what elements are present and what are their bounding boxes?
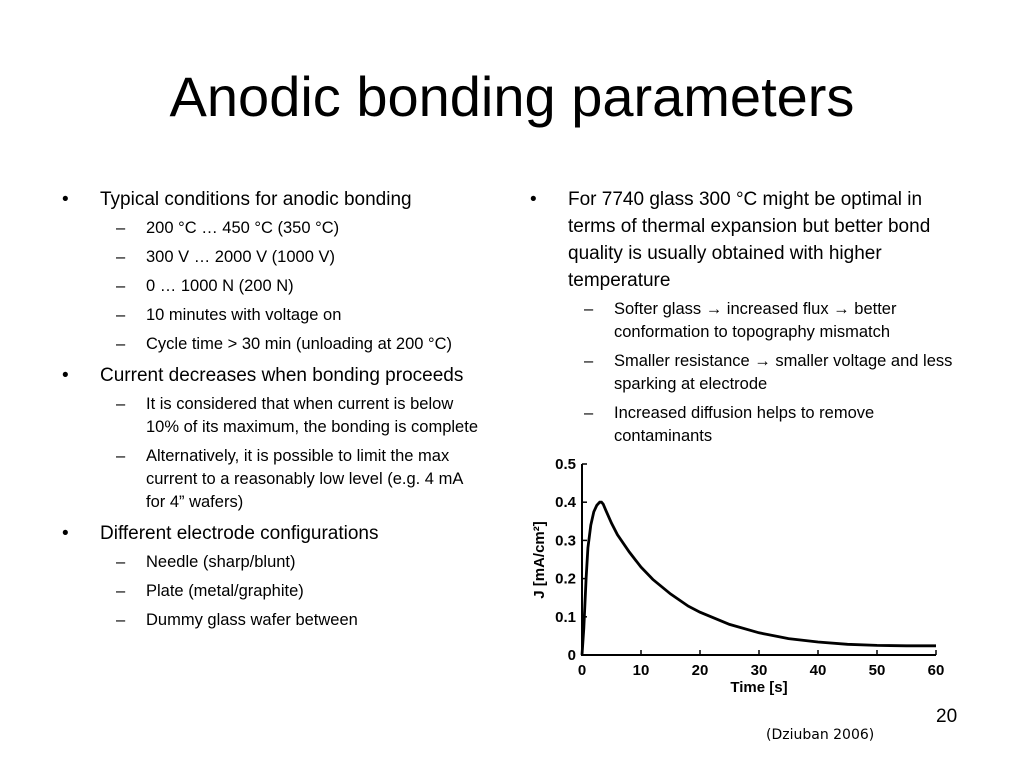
- bullet-item: [528, 186, 958, 448]
- x-tick-label: 40: [809, 662, 827, 679]
- y-tick-label: 0.2: [555, 570, 576, 588]
- page-number: 20: [936, 706, 958, 727]
- dash-icon: –: [116, 553, 126, 571]
- x-tick-label: 50: [868, 662, 886, 679]
- sub-bullet-item: [100, 275, 480, 298]
- dash-icon: –: [116, 219, 126, 237]
- dash-icon: –: [116, 306, 126, 324]
- dash-icon: –: [584, 404, 594, 422]
- sub-bullet-list: [100, 393, 480, 514]
- dash-icon: –: [116, 447, 126, 465]
- sub-bullet-text: It is considered that when current is below 10% of its maximum, the bonding is complete: [146, 395, 478, 436]
- x-tick-label: 60: [927, 662, 945, 679]
- dash-icon: –: [116, 611, 126, 629]
- sub-bullet-item: [100, 333, 480, 356]
- x-tick-label: 0: [577, 662, 587, 679]
- citation: (Dziuban 2006): [766, 727, 875, 743]
- slide-title: Anodic bonding parameters: [169, 65, 855, 128]
- sub-bullet-text: Plate (metal/graphite): [146, 582, 304, 600]
- dash-icon: –: [116, 248, 126, 266]
- sub-bullet-text: 10 minutes with voltage on: [146, 306, 342, 324]
- x-tick-label: 30: [750, 662, 768, 679]
- sub-bullet-item: [100, 580, 480, 603]
- dash-icon: –: [584, 352, 594, 370]
- dash-icon: –: [116, 582, 126, 600]
- sub-bullet-text: Smaller resistance → smaller voltage and less sparking at electrode: [614, 352, 953, 393]
- bullet-item: [60, 520, 480, 632]
- sub-bullet-item: [100, 551, 480, 574]
- bullet-text: Typical conditions for anodic bonding: [100, 189, 412, 210]
- sub-bullet-text: 0 … 1000 N (200 N): [146, 277, 294, 295]
- bullet-item: [60, 186, 480, 356]
- dash-icon: –: [584, 300, 594, 318]
- left-column: [60, 186, 480, 638]
- current-density-chart: [520, 452, 960, 702]
- bullet-list: [60, 186, 480, 632]
- x-tick-label: 20: [691, 662, 709, 679]
- sub-bullet-item: [100, 609, 480, 632]
- bullet-icon: •: [62, 365, 69, 386]
- y-tick-label: 0: [567, 647, 576, 664]
- bullet-icon: •: [62, 189, 69, 210]
- sub-bullet-item: [100, 304, 480, 327]
- sub-bullet-item: [100, 217, 480, 240]
- sub-bullet-text: Alternatively, it is possible to limit the max current to a reasonably low level (e.g. 4 mA for 4” wafers): [146, 447, 463, 511]
- sub-bullet-item: [100, 393, 480, 439]
- current-density-line: [582, 502, 936, 655]
- sub-bullet-text: Cycle time > 30 min (unloading at 200 °C): [146, 335, 453, 353]
- dash-icon: –: [116, 335, 126, 353]
- sub-bullet-text: 300 V … 2000 V (1000 V): [146, 248, 335, 266]
- bullet-list: [528, 186, 958, 448]
- sub-bullet-text: Increased diffusion helps to remove contaminants: [614, 404, 875, 445]
- sub-bullet-item: [568, 402, 958, 448]
- y-tick-label: 0.5: [555, 456, 576, 473]
- sub-bullet-list: [568, 298, 958, 448]
- sub-bullet-text: 200 °C … 450 °C (350 °C): [146, 219, 340, 237]
- dash-icon: –: [116, 395, 126, 413]
- bullet-text: Different electrode configurations: [100, 523, 379, 544]
- y-tick-label: 0.1: [555, 608, 576, 626]
- dash-icon: –: [116, 277, 126, 295]
- y-tick-label: 0.4: [555, 494, 576, 512]
- sub-bullet-item: [568, 350, 958, 396]
- bullet-icon: •: [530, 189, 537, 210]
- x-axis-label: Time [s]: [730, 679, 788, 696]
- bullet-text: Current decreases when bonding proceeds: [100, 365, 464, 386]
- bullet-text: For 7740 glass 300 °C might be optimal in terms of thermal expansion but better bond quality is usually obtained with higher temperature: [568, 189, 931, 291]
- sub-bullet-item: [100, 246, 480, 269]
- y-tick-label: 0.3: [555, 532, 576, 550]
- y-axis-label: J [mA/cm²]: [531, 521, 548, 599]
- sub-bullet-text: Softer glass → increased flux → better conformation to topography mismatch: [614, 300, 897, 341]
- right-column: [528, 186, 958, 454]
- sub-bullet-item: [568, 298, 958, 344]
- bullet-item: [60, 362, 480, 514]
- x-tick-label: 10: [632, 662, 650, 679]
- sub-bullet-list: [100, 217, 480, 356]
- sub-bullet-list: [100, 551, 480, 632]
- sub-bullet-text: Dummy glass wafer between: [146, 611, 358, 629]
- bullet-icon: •: [62, 523, 69, 544]
- sub-bullet-text: Needle (sharp/blunt): [146, 553, 296, 571]
- sub-bullet-item: [100, 445, 480, 514]
